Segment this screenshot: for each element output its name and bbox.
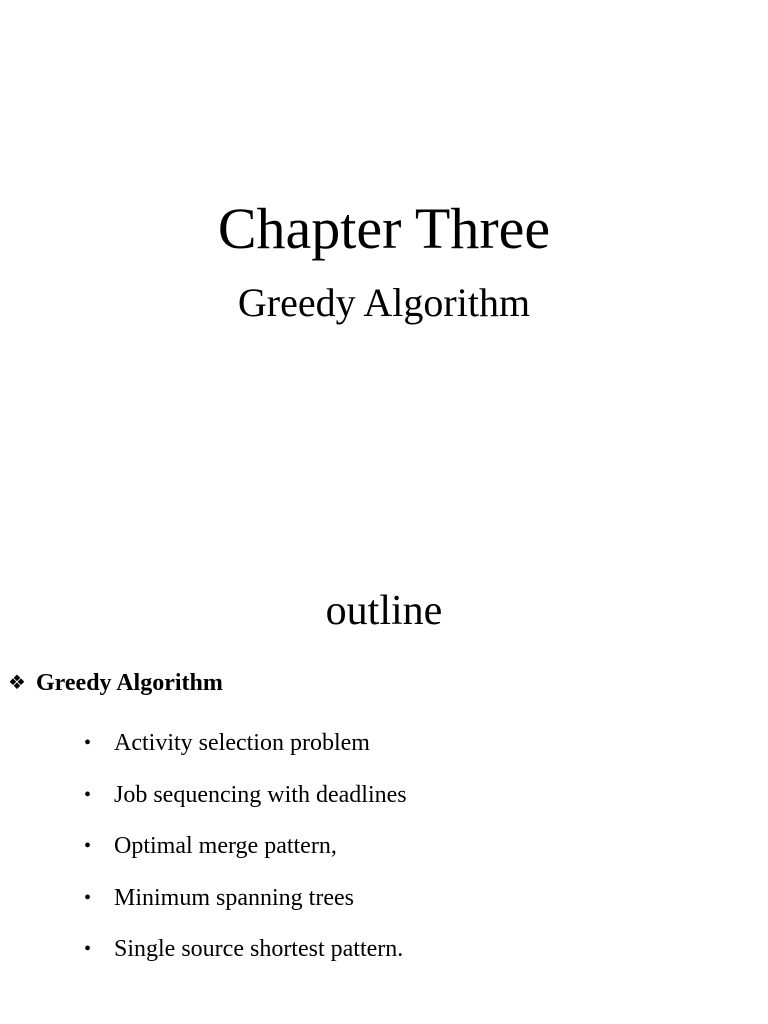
section-heading-label: Greedy Algorithm xyxy=(36,670,223,696)
list-item xyxy=(84,821,407,873)
list-item-label: Activity selection problem xyxy=(114,730,370,757)
list-item-label: Job sequencing with deadlines xyxy=(114,781,407,808)
outline-list xyxy=(84,718,407,976)
bullet-icon: • xyxy=(84,783,92,806)
bullet-icon: • xyxy=(84,732,92,755)
outline-slide xyxy=(0,512,768,1024)
list-item xyxy=(84,924,407,976)
bullet-icon: • xyxy=(84,938,92,961)
outline-title: outline xyxy=(325,588,443,634)
list-item xyxy=(84,770,407,822)
chapter-title: Chapter Three xyxy=(217,196,551,261)
bullet-icon: • xyxy=(84,886,92,909)
list-item xyxy=(84,718,407,770)
list-item-label: Optimal merge pattern, xyxy=(114,833,337,860)
list-item-label: Minimum spanning trees xyxy=(114,884,354,911)
chapter-subtitle: Greedy Algorithm xyxy=(237,280,531,325)
list-item-label: Single source shortest pattern. xyxy=(114,936,404,963)
section-heading xyxy=(8,668,223,698)
diamond-bullet-icon: ❖ xyxy=(8,672,26,694)
bullet-icon: • xyxy=(84,835,92,858)
list-item xyxy=(84,873,407,925)
